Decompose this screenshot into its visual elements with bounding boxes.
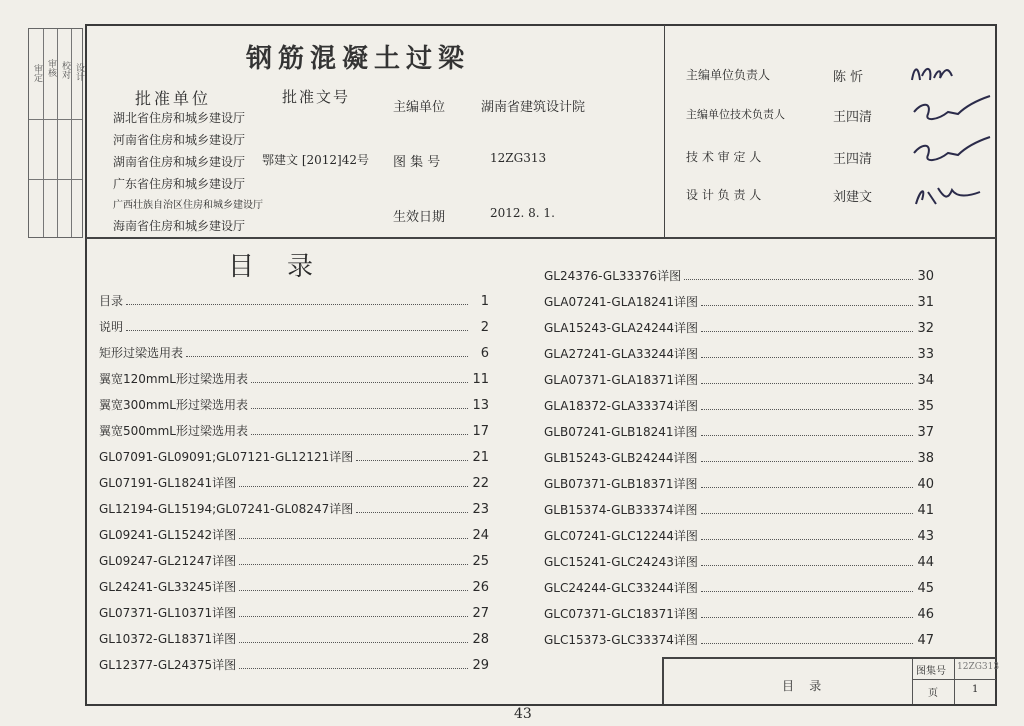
approval-unit: 湖南省住房和城乡建设厅	[113, 155, 246, 169]
signature-image	[908, 133, 993, 167]
toc-entry-page: 38	[917, 451, 934, 466]
toc-leader-dots	[251, 434, 468, 435]
toc-entry[interactable]	[544, 498, 934, 518]
toc-entry[interactable]	[544, 550, 934, 570]
toc-entry[interactable]	[99, 367, 489, 387]
toc-entry-label: GLC07241-GLC12244详图	[544, 529, 698, 543]
approval-doc-number: 鄂建文 [2012]42号	[262, 153, 369, 167]
toc-entry-label: 目录	[99, 294, 124, 308]
toc-entry-label: GLA27241-GLA33244详图	[544, 347, 699, 361]
toc-entry-label: GLB07371-GLB18371详图	[544, 477, 698, 491]
toc-leader-dots	[701, 461, 913, 462]
toc-entry-page: 25	[472, 554, 489, 569]
toc-entry-label: 矩形过梁选用表	[99, 346, 184, 360]
approval-doc-label: 批准文号	[282, 88, 351, 106]
toc-entry-page: 37	[917, 425, 934, 440]
toc-leader-dots	[239, 590, 468, 591]
toc-entry-label: 说明	[99, 320, 124, 334]
document-title: 钢筋混凝土过梁	[246, 44, 471, 74]
toc-leader-dots	[251, 382, 468, 383]
toc-entry-page: 6	[480, 346, 489, 361]
toc-entry[interactable]	[544, 446, 934, 466]
toc-entry-page: 24	[472, 528, 489, 543]
toc-entry[interactable]	[544, 602, 934, 622]
page-number-cell: 1	[972, 684, 979, 695]
toc-entry[interactable]	[544, 628, 934, 648]
atlas-number: 12ZG313	[957, 662, 1000, 672]
atlas-number-label: 图 集 号	[393, 155, 441, 170]
toc-entry-label: GL12377-GL24375详图	[99, 658, 237, 672]
toc-entry-label: GL07091-GL09091;GL07121-GL12121详图	[99, 450, 354, 464]
toc-entry-label: GL07371-GL10371详图	[99, 606, 237, 620]
toc-entry-label: GL24241-GL33245详图	[99, 580, 237, 594]
toc-entry[interactable]	[99, 445, 489, 465]
toc-entry[interactable]	[99, 315, 489, 335]
toc-entry[interactable]	[99, 419, 489, 439]
toc-entry[interactable]	[544, 342, 934, 362]
toc-entry-page: 46	[917, 607, 934, 622]
toc-leader-dots	[701, 643, 913, 644]
toc-entry[interactable]	[99, 471, 489, 491]
toc-leader-dots	[701, 617, 913, 618]
title-block	[662, 657, 1000, 704]
toc-entry-page: 41	[917, 503, 934, 518]
toc-entry-label: GLC24244-GLC33244详图	[544, 581, 698, 595]
toc-leader-dots	[239, 538, 468, 539]
side-signature-strip: 审定 审核 校对 设计	[28, 28, 83, 238]
toc-leader-dots	[701, 591, 913, 592]
toc-leader-dots	[239, 642, 468, 643]
toc-leader-dots	[701, 487, 913, 488]
toc-entry-page: 23	[472, 502, 489, 517]
toc-entry-page: 31	[917, 295, 934, 310]
toc-entry[interactable]	[99, 575, 489, 595]
toc-entry-label: GL24376-GL33376详图	[544, 269, 682, 283]
sheet-name: 目 录	[782, 679, 822, 693]
toc-entry-label: 翼宽500mmL形过梁选用表	[99, 424, 248, 438]
toc-entry[interactable]	[99, 549, 489, 569]
toc-leader-dots	[356, 512, 468, 513]
toc-entry-page: 47	[917, 633, 934, 648]
signature-image	[908, 92, 993, 128]
toc-entry[interactable]	[544, 316, 934, 336]
toc-entry-label: GLA15243-GLA24244详图	[544, 321, 699, 335]
toc-entry[interactable]	[99, 653, 489, 673]
approval-unit-label: 批准单位	[135, 89, 212, 108]
toc-entry-page: 44	[917, 555, 934, 570]
toc-entry-label: GL12194-GL15194;GL07241-GL08247详图	[99, 502, 354, 516]
toc-title: 目 录	[228, 252, 314, 282]
approval-unit: 河南省住房和城乡建设厅	[113, 133, 246, 147]
person-name: 王四清	[833, 110, 873, 125]
toc-entry-page: 34	[917, 373, 934, 388]
toc-entry-label: GLA07241-GLA18241详图	[544, 295, 699, 309]
toc-entry-page: 1	[480, 294, 489, 309]
toc-leader-dots	[251, 408, 468, 409]
toc-entry-page: 29	[472, 658, 489, 673]
person-name: 陈 忻	[833, 70, 864, 85]
toc-leader-dots	[684, 279, 913, 280]
toc-leader-dots	[701, 357, 913, 358]
toc-entry-label: GLB15243-GLB24244详图	[544, 451, 698, 465]
signature-image	[908, 58, 983, 88]
toc-leader-dots	[186, 356, 468, 357]
toc-leader-dots	[701, 539, 913, 540]
toc-entry-page: 32	[917, 321, 934, 336]
toc-leader-dots	[126, 330, 468, 331]
toc-entry[interactable]	[544, 576, 934, 596]
atlas-number: 12ZG313	[490, 151, 547, 165]
toc-entry[interactable]	[544, 420, 934, 440]
toc-leader-dots	[701, 305, 913, 306]
approval-unit: 海南省住房和城乡建设厅	[113, 219, 246, 233]
toc-leader-dots	[239, 564, 468, 565]
effective-date-label: 生效日期	[393, 210, 446, 225]
toc-entry-page: 26	[472, 580, 489, 595]
toc-entry-label: GLA18372-GLA33374详图	[544, 399, 699, 413]
toc-entry[interactable]	[544, 394, 934, 414]
toc-entry-label: 翼宽300mmL形过梁选用表	[99, 398, 248, 412]
toc-entry-page: 45	[917, 581, 934, 596]
person-name: 王四清	[833, 152, 873, 167]
toc-entry-page: 22	[472, 476, 489, 491]
person-role: 主编单位负责人	[686, 68, 771, 82]
toc-entry-label: GL10372-GL18371详图	[99, 632, 237, 646]
signature-image	[908, 178, 988, 210]
editor-unit-label: 主编单位	[393, 100, 446, 115]
effective-date: 2012. 8. 1.	[490, 206, 555, 220]
toc-entry-label: GL09241-GL15242详图	[99, 528, 237, 542]
person-name: 刘建文	[833, 190, 873, 205]
toc-entry-label: GLA07371-GLA18371详图	[544, 373, 699, 387]
page-label: 页	[928, 688, 938, 699]
toc-leader-dots	[126, 304, 468, 305]
toc-entry-page: 40	[917, 477, 934, 492]
toc-entry[interactable]	[99, 341, 489, 361]
toc-entry-label: 翼宽120mmL形过梁选用表	[99, 372, 248, 386]
toc-entry-page: 13	[472, 398, 489, 413]
toc-entry-page: 27	[472, 606, 489, 621]
toc-entry[interactable]	[544, 264, 934, 284]
approval-unit: 广东省住房和城乡建设厅	[113, 177, 246, 191]
toc-leader-dots	[356, 460, 468, 461]
toc-entry[interactable]	[544, 290, 934, 310]
toc-leader-dots	[239, 616, 468, 617]
toc-entry-page: 2	[480, 320, 489, 335]
atlas-number-label: 图集号	[916, 666, 946, 677]
toc-leader-dots	[701, 331, 913, 332]
person-role: 主编单位技术负责人	[686, 108, 785, 121]
toc-entry[interactable]	[99, 497, 489, 517]
toc-entry[interactable]	[99, 393, 489, 413]
toc-entry-label: GL09247-GL21247详图	[99, 554, 237, 568]
toc-entry[interactable]	[99, 627, 489, 647]
toc-entry-label: GLC15373-GLC33374详图	[544, 633, 698, 647]
toc-leader-dots	[239, 486, 468, 487]
person-role: 技 术 审 定 人	[686, 150, 762, 164]
toc-entry[interactable]	[544, 368, 934, 388]
toc-entry-page: 30	[917, 269, 934, 284]
toc-entry[interactable]	[544, 524, 934, 544]
approval-unit: 湖北省住房和城乡建设厅	[113, 111, 246, 125]
person-role: 设 计 负 责 人	[686, 188, 762, 202]
toc-entry-page: 21	[472, 450, 489, 465]
toc-entry-label: GLC07371-GLC18371详图	[544, 607, 698, 621]
page-number: 43	[514, 706, 532, 722]
toc-entry-label: GLB15374-GLB33374详图	[544, 503, 698, 517]
toc-entry[interactable]	[99, 523, 489, 543]
toc-entry-page: 17	[472, 424, 489, 439]
editor-unit: 湖南省建筑设计院	[481, 100, 586, 115]
toc-leader-dots	[701, 383, 913, 384]
toc-leader-dots	[701, 409, 913, 410]
toc-entry-page: 33	[917, 347, 934, 362]
toc-entry-page: 43	[917, 529, 934, 544]
toc-entry-page: 28	[472, 632, 489, 647]
toc-leader-dots	[701, 565, 913, 566]
toc-entry[interactable]	[99, 601, 489, 621]
toc-entry-label: GLC15241-GLC24243详图	[544, 555, 698, 569]
toc-leader-dots	[701, 513, 913, 514]
toc-entry[interactable]	[544, 472, 934, 492]
toc-entry-label: GL07191-GL18241详图	[99, 476, 237, 490]
toc-leader-dots	[239, 668, 468, 669]
toc-entry-page: 35	[917, 399, 934, 414]
toc-entry-page: 11	[472, 372, 489, 387]
toc-entry[interactable]	[99, 289, 489, 309]
approval-unit: 广西壮族自治区住房和城乡建设厅	[113, 200, 263, 211]
toc-leader-dots	[701, 435, 913, 436]
toc-entry-label: GLB07241-GLB18241详图	[544, 425, 698, 439]
